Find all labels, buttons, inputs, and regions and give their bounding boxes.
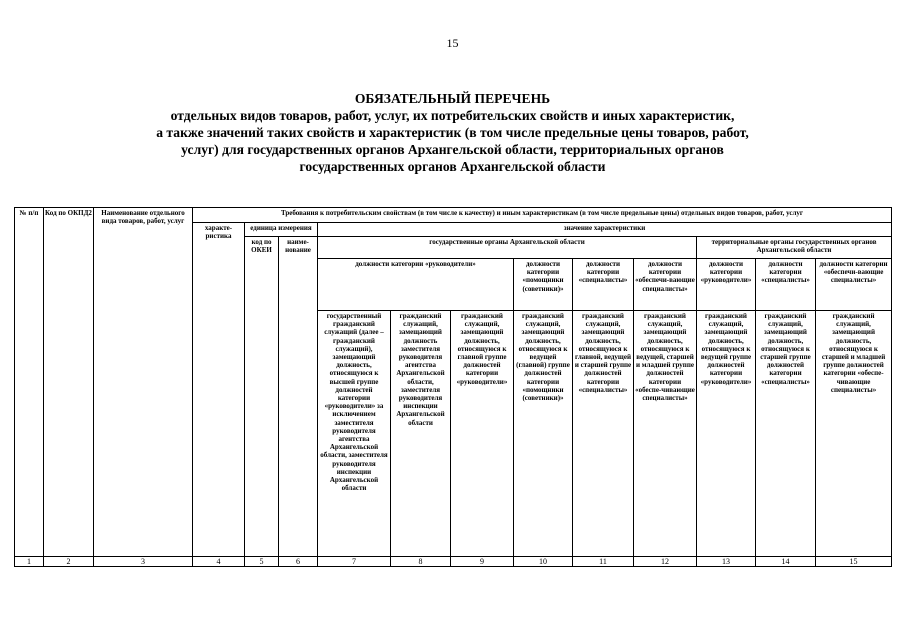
desc-12: гражданский служащий, замещающий должность, относящуюся к ведущей, старшей и младшей группе должностей категории «обеспе-чивающие специалисты» xyxy=(634,311,697,557)
col-number: 8 xyxy=(391,557,451,567)
header-gov-bodies: государственные органы Архангельской области xyxy=(318,237,697,259)
col-number: 3 xyxy=(94,557,193,567)
col-number: 15 xyxy=(816,557,892,567)
col-number: 12 xyxy=(634,557,697,567)
title-line: услуг) для государственных органов Архангельской области, территориальных органов xyxy=(181,142,724,157)
header-requirements: Требования к потребительским свойствам (в том числе к качеству) и иным характеристикам (в том числе предельные цены) отдельных видов товаров, работ, услуг xyxy=(193,208,892,223)
header-num: № п/п xyxy=(15,208,44,557)
col-number: 14 xyxy=(756,557,816,567)
header-cat-support: должности категории «обеспечи-вающие специалисты» xyxy=(634,259,697,311)
col-number: 9 xyxy=(451,557,514,567)
col-number: 5 xyxy=(245,557,279,567)
header-okei: код по ОКЕИ xyxy=(245,237,279,557)
title-line: а также значений таких свойств и характеристик (в том числе предельные цены товаров, работ, xyxy=(156,125,749,140)
desc-14: гражданский служащий, замещающий должность, относящуюся к старшей группе должностей категории «специалисты» xyxy=(756,311,816,557)
header-values: значение характеристики xyxy=(318,223,892,237)
header-unit: единица измерения xyxy=(245,223,318,237)
desc-15: гражданский служащий, замещающий должность, относящуюся к старшей и младшей группе должностей категории «обеспе-чивающие специалисты» xyxy=(816,311,892,557)
desc-11: гражданский служащий, замещающий должность, относящуюся к главной, ведущей и старшей группе должностей категории «специалисты» xyxy=(573,311,634,557)
desc-8: гражданский служащий, замещающий должность заместителя руководителя агентства Архангельской области, заместителя руководителя инспекции Архангельской области xyxy=(391,311,451,557)
col-number: 1 xyxy=(15,557,44,567)
header-t-support: должности категории «обеспечи-вающие специалисты» xyxy=(816,259,892,311)
header-territorial-bodies: территориальные органы государственных органов Архангельской области xyxy=(697,237,892,259)
desc-7: государственный гражданский служащий (далее – гражданский служащий), замещающий должность, относящуюся к высшей группе должностей категории «руководители» за исключением заместителя руководителя агентства Архангельской области, заместителя руководителя инспекции Архангельской области xyxy=(318,311,391,557)
desc-10: гражданский служащий, замещающий должность, относящуюся к ведущей (главной) группе должностей категории «помощники (советники)» xyxy=(514,311,573,557)
header-cat-specialists: должности категории «специалисты» xyxy=(573,259,634,311)
title-line: государственных органов Архангельской области xyxy=(299,159,606,174)
header-okpd: Код по ОКПД2 xyxy=(44,208,94,557)
header-characteristic: характе-ристика xyxy=(193,223,245,557)
col-number: 11 xyxy=(573,557,634,567)
header-cat-helpers: должности категории «помощники (советники)» xyxy=(514,259,573,311)
title-line: отдельных видов товаров, работ, услуг, их потребительских свойств и иных характеристик, xyxy=(170,108,735,123)
col-number: 4 xyxy=(193,557,245,567)
col-number: 6 xyxy=(279,557,318,567)
col-number: 7 xyxy=(318,557,391,567)
title-line: ОБЯЗАТЕЛЬНЫЙ ПЕРЕЧЕНЬ xyxy=(354,91,551,106)
header-cat-leaders: должности категории «руководители» xyxy=(318,259,514,311)
col-number: 2 xyxy=(44,557,94,567)
page-number: 15 xyxy=(446,36,459,50)
header-t-leaders: должности категории «руководители» xyxy=(697,259,756,311)
header-unit-name: наиме-нование xyxy=(279,237,318,557)
desc-13: гражданский служащий, замещающий должность, относящуюся к ведущей группе должностей категории «руководители» xyxy=(697,311,756,557)
desc-9: гражданский служащий, замещающий должность, относящуюся к главной группе должностей категории «руководители» xyxy=(451,311,514,557)
document-title xyxy=(0,90,905,175)
col-number: 10 xyxy=(514,557,573,567)
header-t-specialists: должности категории «специалисты» xyxy=(756,259,816,311)
requirements-table xyxy=(14,207,892,567)
col-number: 13 xyxy=(697,557,756,567)
header-item-name: Наименование отдельного вида товаров, работ, услуг xyxy=(94,208,193,557)
